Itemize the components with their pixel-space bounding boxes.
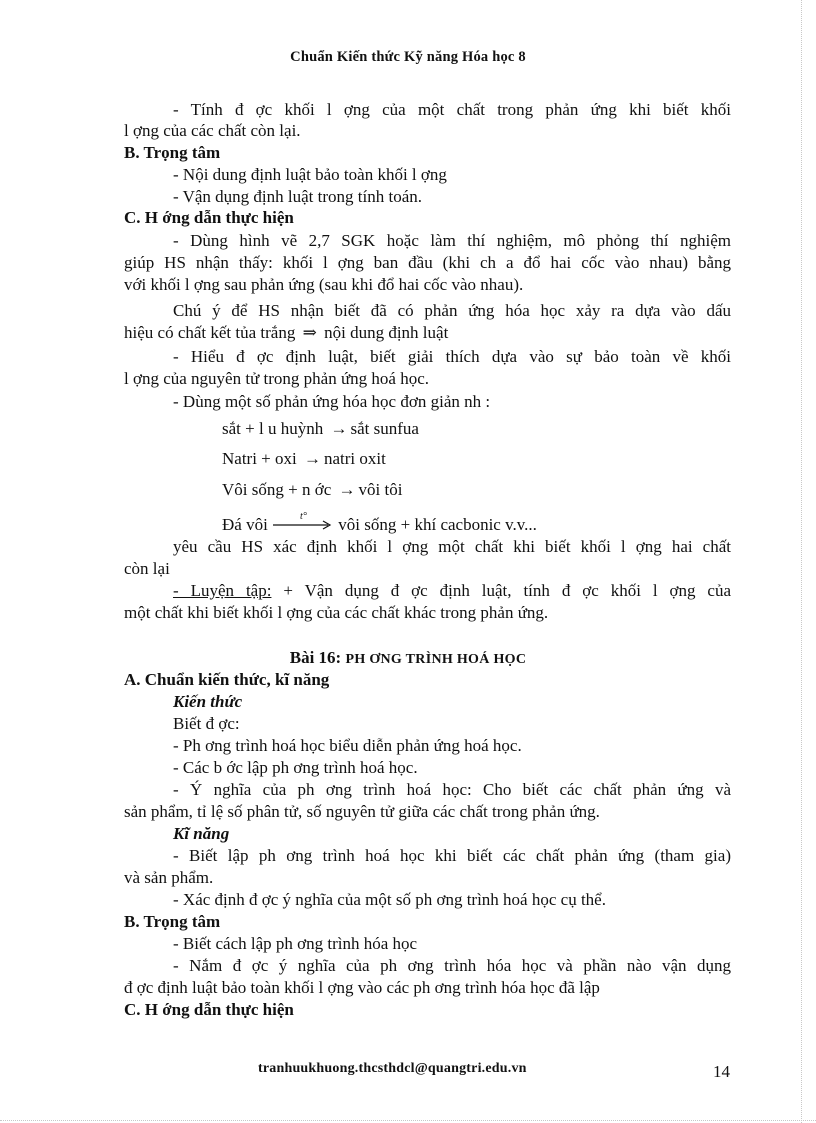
section-heading-b2: B. Trọng tâm xyxy=(124,912,221,931)
text-line: và sản phẩm. xyxy=(124,868,214,887)
text-line: yêu cầu HS xác định khối l ợng một chất khi biết khối l ợng hai chất xyxy=(173,537,731,556)
reactants: Natri + oxi xyxy=(222,449,297,468)
reaction-line xyxy=(222,479,402,501)
text-line: l ợng của nguyên tử trong phản ứng hoá học. xyxy=(124,369,430,388)
lesson-name: PH ƠNG TRÌNH HOÁ HỌC xyxy=(345,652,527,667)
text-line: - Nội dung định luật bảo toàn khối l ợng xyxy=(173,165,447,184)
reactants: Đá vôi xyxy=(222,515,268,534)
arrow-icon: → xyxy=(304,449,321,468)
lesson-title xyxy=(0,648,816,668)
text-line: - Dùng một số phản ứng hóa học đơn giản nh : xyxy=(173,392,491,411)
text-line: đ ợc định luật bảo toàn khối l ợng vào các ph ơng trình hóa học đã lập xyxy=(124,978,600,997)
long-arrow-icon xyxy=(272,520,334,530)
reaction-line xyxy=(222,418,419,440)
text-line: - Tính đ ợc khối l ợng của một chất trong phản ứng khi biết khối xyxy=(173,100,731,119)
text-line: - Biết lập ph ơng trình hoá học khi biết các chất phản ứng (tham gia) xyxy=(173,846,731,865)
text-fragment: nội dung định luật xyxy=(324,323,449,342)
text-line: Chú ý để HS nhận biết đã có phản ứng hóa học xảy ra dựa vào dấu xyxy=(173,301,731,320)
text-line: giúp HS nhận thấy: khối l ợng ban đầu (khi ch a đổ hai cốc vào nhau) bằng xyxy=(124,253,731,272)
reaction-line xyxy=(222,448,386,470)
text-line xyxy=(124,322,731,344)
text-line: l ợng của các chất còn lại. xyxy=(124,121,301,140)
page-edge-right xyxy=(801,0,802,1123)
implies-arrow-icon: ⇒ xyxy=(302,323,317,342)
text-line: một chất khi biết khối l ợng của các chất khác trong phản ứng. xyxy=(124,603,549,622)
temperature-label: t° xyxy=(300,511,307,522)
text-line: - Dùng hình vẽ 2,7 SGK hoặc làm thí nghiệm, mô phỏng thí nghiệm xyxy=(173,231,731,250)
products: natri oxit xyxy=(324,449,386,468)
practice-label: - Luyện tập: xyxy=(173,581,272,600)
reactants: Vôi sống + n ớc xyxy=(222,480,332,499)
subheading-knowledge: Kiến thức xyxy=(173,692,243,711)
lesson-number: Bài 16: xyxy=(289,648,342,667)
section-heading-c: C. H ớng dẫn thực hiện xyxy=(124,208,294,227)
arrow-icon: → xyxy=(330,419,348,438)
section-heading-a: A. Chuẩn kiến thức, kĩ năng xyxy=(124,670,330,689)
text-line: với khối l ợng sau phản ứng (sau khi đổ hai cốc vào nhau). xyxy=(124,275,524,294)
page-header: Chuẩn Kiến thức Kỹ năng Hóa học 8 xyxy=(290,49,526,65)
text-line: Biết đ ợc: xyxy=(173,714,240,733)
footer-email: tranhuukhuong.thcsthdcl@quangtri.edu.vn xyxy=(258,1061,527,1076)
page-edge-bottom xyxy=(0,1120,816,1121)
subheading-skill: Kĩ năng xyxy=(173,824,230,843)
products: vôi sống + khí cacbonic v.v... xyxy=(338,515,537,534)
text-line: - Ý nghĩa của ph ơng trình hoá học: Cho biết các chất phản ứng và xyxy=(173,780,731,799)
text-line: - Ph ơng trình hoá học biểu diễn phản ứng hoá học. xyxy=(173,736,522,755)
text-line: còn lại xyxy=(124,559,170,578)
text-fragment: hiệu có chất kết tủa trắng xyxy=(124,323,296,342)
products: sắt sunfua xyxy=(350,419,419,438)
text-line: - Hiểu đ ợc định luật, biết giải thích dựa vào sự bảo toàn về khối xyxy=(173,347,731,366)
section-heading-b: B. Trọng tâm xyxy=(124,143,221,162)
arrow-icon: → xyxy=(338,480,356,499)
reactants: sắt + l u huỳnh xyxy=(222,419,324,438)
text-fragment: + Vận dụng đ ợc định luật, tính đ ợc khối l ợng của xyxy=(283,581,731,600)
heat-arrow xyxy=(272,511,334,536)
text-line: - Biết cách lập ph ơng trình hóa học xyxy=(173,934,418,953)
section-heading-c2: C. H ớng dẫn thực hiện xyxy=(124,1000,294,1019)
page-number: 14 xyxy=(713,1062,730,1081)
products: vôi tôi xyxy=(358,480,403,499)
text-line xyxy=(173,580,731,602)
text-line: - Vận dụng định luật trong tính toán. xyxy=(173,187,422,206)
text-line: - Nắm đ ợc ý nghĩa của ph ơng trình hóa học và phần nào vận dụng xyxy=(173,956,731,975)
text-line: - Xác định đ ợc ý nghĩa của một số ph ơng trình hoá học cụ thể. xyxy=(173,890,606,909)
text-line: sản phẩm, tỉ lệ số phân tử, số nguyên tử giữa các chất trong phản ứng. xyxy=(124,802,600,821)
reaction-line xyxy=(222,511,537,536)
text-line: - Các b ớc lập ph ơng trình hoá học. xyxy=(173,758,418,777)
